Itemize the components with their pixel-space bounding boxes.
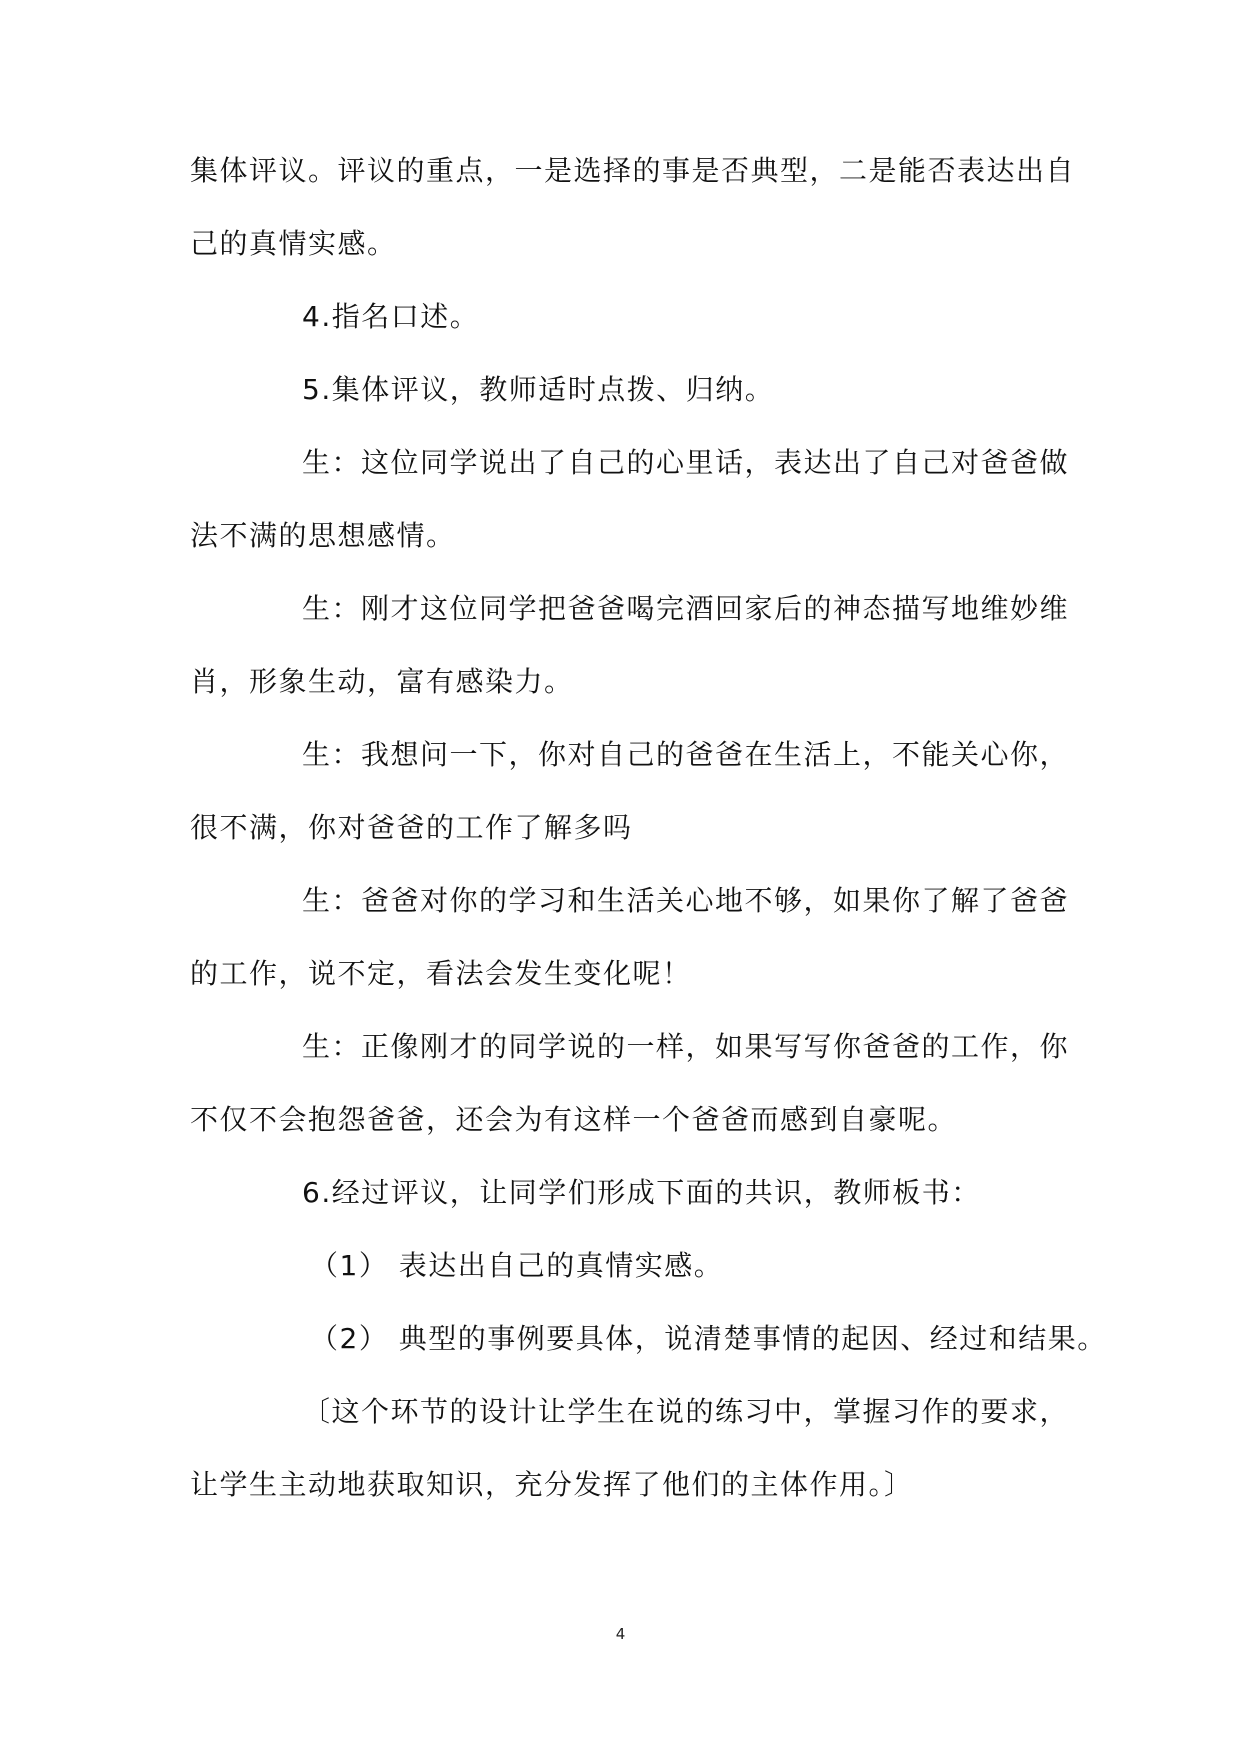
paragraph-line: 不仅不会抱怨爸爸，还会为有这样一个爸爸而感到自豪呢。: [190, 1103, 958, 1136]
paragraph-line: 肖，形象生动，富有感染力。: [190, 665, 574, 698]
paragraph-line: 集体评议。评议的重点，一是选择的事是否典型，二是能否表达出自: [190, 154, 1076, 187]
paragraph-line: 生：我想问一下，你对自己的爸爸在生活上，不能关心你，: [302, 738, 1070, 771]
page-number: 4: [615, 1625, 626, 1643]
paragraph-line: 生：爸爸对你的学习和生活关心地不够，如果你了解了爸爸: [302, 884, 1070, 917]
paragraph-line: 的工作，说不定，看法会发生变化呢！: [190, 957, 692, 990]
list-item: （2） 典型的事例要具体，说清楚事情的起因、经过和结果。: [310, 1322, 1107, 1355]
paragraph-line: 5.集体评议，教师适时点拨、归纳。: [302, 373, 775, 406]
paragraph-line: 很不满，你对爸爸的工作了解多吗: [190, 811, 633, 844]
paragraph-line: 让学生主动地获取知识，充分发挥了他们的主体作用。〕: [190, 1468, 914, 1501]
paragraph-line: 6.经过评议，让同学们形成下面的共识，教师板书：: [302, 1176, 981, 1209]
list-item: （1） 表达出自己的真情实感。: [310, 1249, 724, 1282]
paragraph-line: 生：刚才这位同学把爸爸喝完酒回家后的神态描写地维妙维: [302, 592, 1070, 625]
paragraph-line: 法不满的思想感情。: [190, 519, 456, 552]
paragraph-line: 4.指名口述。: [302, 300, 480, 333]
paragraph-line: 生：正像刚才的同学说的一样，如果写写你爸爸的工作，你: [302, 1030, 1070, 1063]
paragraph-line: 生：这位同学说出了自己的心里话，表达出了自己对爸爸做: [302, 446, 1070, 479]
paragraph-line: 〔这个环节的设计让学生在说的练习中，掌握习作的要求，: [302, 1395, 1070, 1428]
paragraph-line: 己的真情实感。: [190, 227, 397, 260]
